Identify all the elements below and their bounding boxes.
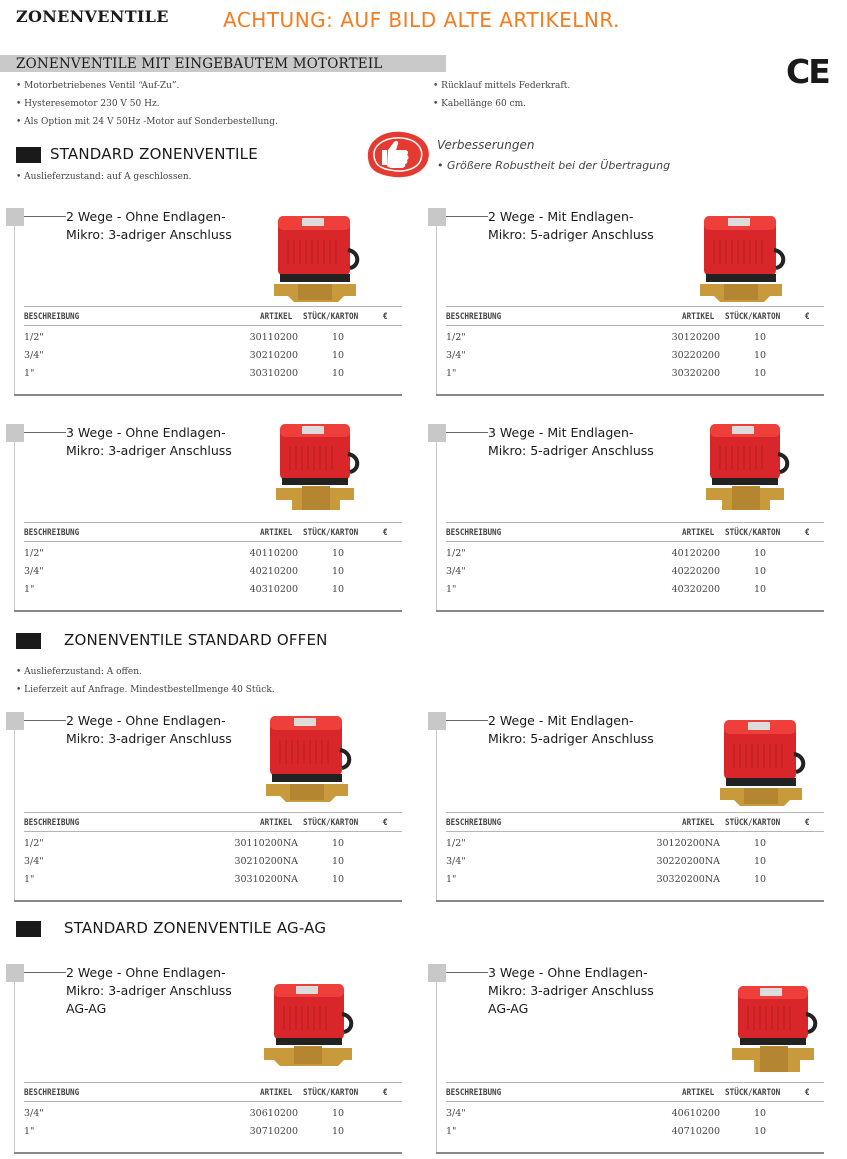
title-leader — [446, 720, 488, 721]
column-header-artikel: ARTIKEL — [260, 528, 293, 538]
table-header-rule — [446, 1101, 824, 1102]
cell-stueck: 10 — [754, 1126, 767, 1137]
cell-beschreibung: 1/2" — [24, 332, 44, 343]
column-header-stueck: STÜCK/KARTON — [725, 1088, 781, 1098]
cell-beschreibung: 3/4" — [446, 1108, 466, 1119]
cell-beschreibung: 1/2" — [446, 838, 466, 849]
column-header-beschreibung: BESCHREIBUNG — [446, 1088, 502, 1098]
valve-image — [718, 716, 808, 812]
cell-stueck: 10 — [332, 548, 345, 559]
card-border — [14, 394, 402, 396]
cell-artikel: 30320200NA — [656, 874, 720, 885]
cell-beschreibung: 1" — [446, 368, 457, 379]
card-border — [14, 432, 15, 612]
column-header-stueck: STÜCK/KARTON — [725, 312, 781, 322]
cell-artikel: 30710200 — [249, 1126, 298, 1137]
intro-bullet: • Als Option mit 24 V 50Hz -Motor auf Sonderbestellung. — [16, 117, 278, 127]
column-header-euro: € — [805, 528, 810, 538]
cell-artikel: 30120200 — [671, 332, 720, 343]
cell-artikel: 30310200 — [249, 368, 298, 379]
valve-image — [702, 420, 792, 516]
cell-stueck: 10 — [332, 1126, 345, 1137]
product-card — [6, 712, 402, 902]
product-name-line: 2 Wege - Mit Endlagen- — [488, 713, 634, 728]
title-leader — [24, 216, 66, 217]
cell-beschreibung: 3/4" — [24, 350, 44, 361]
cell-beschreibung: 1/2" — [24, 548, 44, 559]
table-top-rule — [446, 306, 824, 307]
cell-stueck: 10 — [332, 838, 345, 849]
intro-bullet: • Kabellänge 60 cm. — [433, 99, 526, 109]
cell-beschreibung: 1" — [446, 874, 457, 885]
valve-image — [264, 712, 354, 808]
card-border — [436, 432, 437, 612]
intro-bullet: • Rücklauf mittels Federkraft. — [433, 81, 571, 91]
product-name-line: Mikro: 5-adriger Anschluss — [488, 731, 654, 746]
cell-stueck: 10 — [754, 566, 767, 577]
table-header-rule — [446, 831, 824, 832]
section-marker — [16, 921, 41, 937]
table-header-rule — [446, 325, 824, 326]
column-header-euro: € — [805, 1088, 810, 1098]
product-name — [488, 964, 654, 1018]
column-header-artikel: ARTIKEL — [260, 1088, 293, 1098]
column-header-artikel: ARTIKEL — [682, 1088, 715, 1098]
card-border — [14, 720, 15, 902]
cell-artikel: 30610200 — [249, 1108, 298, 1119]
title-leader — [24, 720, 66, 721]
card-border — [14, 1152, 402, 1154]
product-name-line: 3 Wege - Mit Endlagen- — [488, 425, 634, 440]
product-card — [6, 208, 402, 396]
cell-stueck: 10 — [754, 838, 767, 849]
brand-title: ZONENVENTILE — [16, 7, 169, 26]
card-border — [14, 972, 15, 1154]
card-marker — [428, 424, 446, 442]
section-bullet: • Auslieferzustand: A offen. — [16, 667, 142, 677]
cell-beschreibung: 1/2" — [446, 332, 466, 343]
column-header-beschreibung: BESCHREIBUNG — [446, 312, 502, 322]
cell-artikel: 40320200 — [671, 584, 720, 595]
cell-artikel: 40220200 — [671, 566, 720, 577]
product-name-line: Mikro: 3-adriger Anschluss — [66, 443, 232, 458]
product-name-line: 3 Wege - Ohne Endlagen- — [66, 425, 226, 440]
intro-bullet: • Motorbetriebenes Ventil “Auf-Zu”. — [16, 81, 180, 91]
improvements-item: • Größere Robustheit bei der Übertragung — [437, 159, 671, 172]
column-header-stueck: STÜCK/KARTON — [725, 528, 781, 538]
valve-image — [730, 984, 820, 1080]
section-bullet: • Lieferzeit auf Anfrage. Mindestbestellmenge 40 Stück. — [16, 685, 275, 695]
product-name-line: 3 Wege - Ohne Endlagen- — [488, 965, 648, 980]
intro-bullet: • Hysteresemotor 230 V 50 Hz. — [16, 99, 160, 109]
product-card — [428, 424, 824, 612]
card-border — [436, 1152, 824, 1154]
table-header-rule — [24, 541, 402, 542]
cell-artikel: 40610200 — [671, 1108, 720, 1119]
title-leader — [446, 432, 488, 433]
card-border — [14, 216, 15, 396]
table-top-rule — [24, 522, 402, 523]
title-leader — [24, 432, 66, 433]
column-header-euro: € — [805, 312, 810, 322]
thumbs-up-stamp-icon — [364, 128, 434, 180]
product-name-line: Mikro: 3-adriger Anschluss — [488, 983, 654, 998]
product-name-line: Mikro: 3-adriger Anschluss — [66, 731, 232, 746]
cell-artikel: 40110200 — [249, 548, 298, 559]
cell-artikel: 30220200 — [671, 350, 720, 361]
cell-artikel: 30320200 — [671, 368, 720, 379]
cell-beschreibung: 3/4" — [24, 1108, 44, 1119]
cell-stueck: 10 — [754, 332, 767, 343]
column-header-stueck: STÜCK/KARTON — [303, 528, 359, 538]
column-header-stueck: STÜCK/KARTON — [303, 312, 359, 322]
product-card — [428, 712, 824, 902]
table-top-rule — [446, 812, 824, 813]
column-header-beschreibung: BESCHREIBUNG — [24, 528, 80, 538]
valve-image — [272, 420, 362, 516]
cell-stueck: 10 — [332, 874, 345, 885]
column-header-euro: € — [383, 312, 388, 322]
product-name — [66, 424, 232, 460]
product-name-line: Mikro: 5-adriger Anschluss — [488, 443, 654, 458]
card-border — [14, 610, 402, 612]
cell-beschreibung: 1/2" — [446, 548, 466, 559]
cell-artikel: 40710200 — [671, 1126, 720, 1137]
column-header-artikel: ARTIKEL — [260, 818, 293, 828]
column-header-beschreibung: BESCHREIBUNG — [24, 818, 80, 828]
cell-artikel: 40210200 — [249, 566, 298, 577]
cell-artikel: 30110200NA — [234, 838, 298, 849]
cell-artikel: 30210200NA — [234, 856, 298, 867]
product-name — [488, 208, 654, 244]
cell-stueck: 10 — [754, 856, 767, 867]
table-header-rule — [24, 831, 402, 832]
cell-stueck: 10 — [754, 874, 767, 885]
column-header-artikel: ARTIKEL — [260, 312, 293, 322]
card-border — [436, 972, 437, 1154]
title-leader — [446, 972, 488, 973]
cell-stueck: 10 — [332, 1108, 345, 1119]
card-border — [436, 394, 824, 396]
improvements-title: Verbesserungen — [437, 138, 535, 152]
cell-beschreibung: 1" — [24, 368, 35, 379]
product-name-line: Mikro: 5-adriger Anschluss — [488, 227, 654, 242]
cell-stueck: 10 — [754, 584, 767, 595]
cell-beschreibung: 3/4" — [24, 856, 44, 867]
column-header-beschreibung: BESCHREIBUNG — [24, 312, 80, 322]
section-marker — [16, 147, 41, 163]
cell-stueck: 10 — [332, 332, 345, 343]
column-header-beschreibung: BESCHREIBUNG — [446, 528, 502, 538]
product-card — [6, 964, 402, 1154]
product-name-line: 2 Wege - Ohne Endlagen- — [66, 209, 226, 224]
product-card — [6, 424, 402, 612]
column-header-artikel: ARTIKEL — [682, 818, 715, 828]
cell-beschreibung: 3/4" — [24, 566, 44, 577]
column-header-artikel: ARTIKEL — [682, 312, 715, 322]
cell-artikel: 40310200 — [249, 584, 298, 595]
column-header-euro: € — [383, 818, 388, 828]
table-header-rule — [446, 541, 824, 542]
table-top-rule — [446, 1082, 824, 1083]
product-name-line: AG-AG — [488, 1001, 529, 1016]
cell-stueck: 10 — [754, 548, 767, 559]
title-leader — [446, 216, 488, 217]
section-marker — [16, 633, 41, 649]
product-name — [66, 712, 232, 748]
cell-beschreibung: 1" — [446, 1126, 457, 1137]
ce-mark: CE — [786, 52, 829, 91]
card-border — [436, 900, 824, 902]
card-border — [14, 900, 402, 902]
column-header-stueck: STÜCK/KARTON — [725, 818, 781, 828]
table-header-rule — [24, 325, 402, 326]
column-header-euro: € — [383, 1088, 388, 1098]
cell-beschreibung: 3/4" — [446, 350, 466, 361]
column-header-beschreibung: BESCHREIBUNG — [446, 818, 502, 828]
cell-stueck: 10 — [332, 584, 345, 595]
card-border — [436, 610, 824, 612]
card-marker — [6, 208, 24, 226]
card-marker — [428, 712, 446, 730]
product-name-line: 2 Wege - Ohne Endlagen- — [66, 713, 226, 728]
column-header-stueck: STÜCK/KARTON — [303, 1088, 359, 1098]
section-title: STANDARD ZONENVENTILE — [50, 145, 258, 163]
product-name — [66, 208, 232, 244]
warning-note: ACHTUNG: AUF BILD ALTE ARTIKELNR. — [223, 8, 620, 32]
cell-artikel: 30310200NA — [234, 874, 298, 885]
product-name-line: 2 Wege - Ohne Endlagen- — [66, 965, 226, 980]
column-header-stueck: STÜCK/KARTON — [303, 818, 359, 828]
column-header-euro: € — [805, 818, 810, 828]
table-top-rule — [24, 812, 402, 813]
section-title: ZONENVENTILE STANDARD OFFEN — [64, 631, 328, 649]
cell-beschreibung: 1" — [24, 584, 35, 595]
cell-stueck: 10 — [332, 566, 345, 577]
column-header-euro: € — [383, 528, 388, 538]
cell-stueck: 10 — [332, 856, 345, 867]
title-leader — [24, 972, 66, 973]
valve-image — [698, 212, 788, 308]
card-marker — [428, 964, 446, 982]
product-name — [66, 964, 232, 1018]
cell-artikel: 40120200 — [671, 548, 720, 559]
table-header-rule — [24, 1101, 402, 1102]
cell-beschreibung: 3/4" — [446, 566, 466, 577]
product-card — [428, 964, 824, 1154]
card-border — [436, 720, 437, 902]
product-name-line: Mikro: 3-adriger Anschluss — [66, 983, 232, 998]
cell-beschreibung: 1" — [24, 874, 35, 885]
card-marker — [6, 712, 24, 730]
cell-stueck: 10 — [332, 350, 345, 361]
valve-image — [272, 212, 362, 308]
section-bullet: • Auslieferzustand: auf A geschlossen. — [16, 172, 192, 182]
column-header-beschreibung: BESCHREIBUNG — [24, 1088, 80, 1098]
cell-beschreibung: 1" — [446, 584, 457, 595]
cell-artikel: 30220200NA — [656, 856, 720, 867]
product-card — [428, 208, 824, 396]
cell-beschreibung: 1/2" — [24, 838, 44, 849]
column-header-artikel: ARTIKEL — [682, 528, 715, 538]
card-marker — [6, 964, 24, 982]
cell-artikel: 30210200 — [249, 350, 298, 361]
cell-artikel: 30120200NA — [656, 838, 720, 849]
table-top-rule — [24, 1082, 402, 1083]
valve-image — [264, 982, 354, 1078]
cell-artikel: 30110200 — [249, 332, 298, 343]
cell-stueck: 10 — [754, 1108, 767, 1119]
cell-beschreibung: 1" — [24, 1126, 35, 1137]
cell-stueck: 10 — [754, 350, 767, 361]
product-name-line: AG-AG — [66, 1001, 107, 1016]
intro-title: ZONENVENTILE MIT EINGEBAUTEM MOTORTEIL — [16, 56, 383, 72]
product-name — [488, 424, 654, 460]
cell-stueck: 10 — [332, 368, 345, 379]
product-name-line: Mikro: 3-adriger Anschluss — [66, 227, 232, 242]
cell-beschreibung: 3/4" — [446, 856, 466, 867]
section-title: STANDARD ZONENVENTILE AG-AG — [64, 919, 327, 937]
card-marker — [6, 424, 24, 442]
card-marker — [428, 208, 446, 226]
product-name-line: 2 Wege - Mit Endlagen- — [488, 209, 634, 224]
product-name — [488, 712, 654, 748]
table-top-rule — [24, 306, 402, 307]
cell-stueck: 10 — [754, 368, 767, 379]
card-border — [436, 216, 437, 396]
table-top-rule — [446, 522, 824, 523]
